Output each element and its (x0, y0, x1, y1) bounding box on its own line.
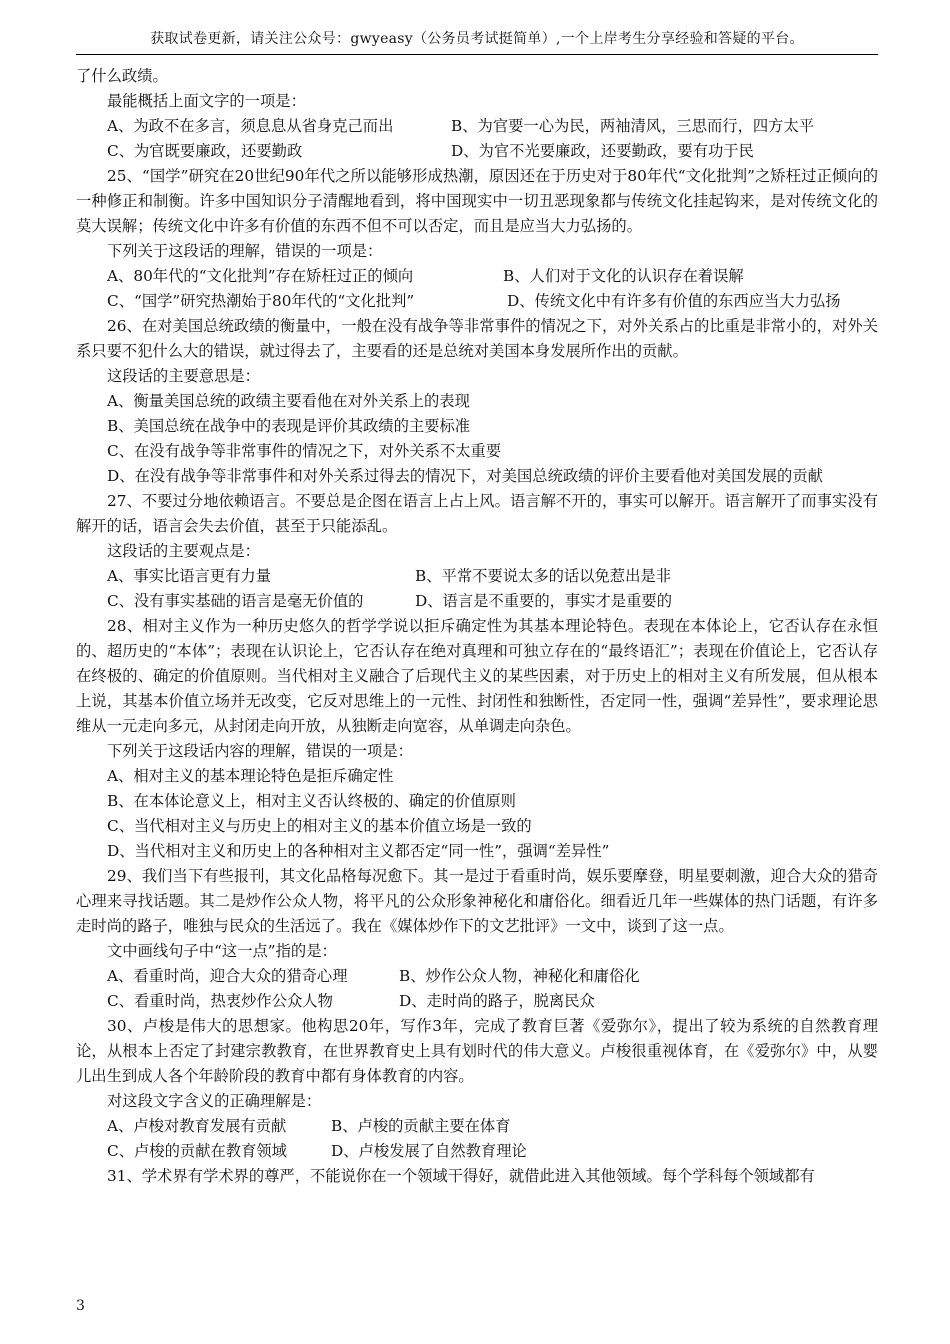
option-b: B、为官要一心为民，两袖清风，三思而行，四方太平 (451, 117, 815, 135)
option-row (76, 289, 878, 314)
question-stem: 文中画线句子中“这一点”指的是： (107, 942, 337, 960)
option-a: A、衡量美国总统的政绩主要看他在对外关系上的表现 (107, 392, 470, 410)
document-body (76, 64, 878, 1189)
option-d: D、走时尚的路子，脱离民众 (399, 992, 595, 1010)
option-row (76, 1139, 878, 1164)
option-d: D、传统文化中有许多有价值的东西应当大力弘扬 (507, 292, 841, 310)
option-d: D、为官不光要廉政，还要勤政，要有功于民 (451, 142, 754, 160)
option-c: C、没有事实基础的语言是毫无价值的 (107, 592, 364, 610)
question-stem: 这段话的主要意思是： (107, 367, 260, 385)
question-stem: 这段话的主要观点是： (107, 542, 260, 560)
question-stem: 最能概括上面文字的一项是： (107, 92, 306, 110)
option-a: A、事实比语言更有力量 (107, 567, 272, 585)
option-c: C、卢梭的贡献在教育领域 (107, 1142, 287, 1160)
question-25-passage: 25、“国学”研究在20世纪90年代之所以能够形成热潮，原因还在于历史对于80年代“文化批判”之矫枉过正倾向的一种修正和制衡。许多中国知识分子清醒地看到，将中国现实中一切丑恶现象都与传统文化挂起钩来，是对传统文化的莫大误解；传统文化中许多有价值的东西不但不可以否定，而且是应当大力弘扬的。 (76, 167, 878, 235)
option-row (76, 114, 878, 139)
option-a: A、为政不在多言，须息息从省身克己而出 (107, 117, 394, 135)
option-c: C、“国学”研究热潮始于80年代的“文化批判” (107, 292, 415, 310)
option-row (76, 589, 878, 614)
question-29-passage: 29、我们当下有些报刊，其文化品格每况愈下。其一是过于看重时尚，娱乐要摩登，明星要刺激，迎合大众的猎奇心理来寻找话题。其二是炒作公众人物，将平凡的公众形象神秘化和庸俗化。细看近几年一些媒体的热门话题，有许多走时尚的路子，唯独与民众的生活远了。我在《媒体炒作下的文艺批评》一文中，谈到了这一点。 (76, 867, 878, 935)
question-30-passage: 30、卢梭是伟大的思想家。他构思20年，写作3年，完成了教育巨著《爱弥尔》，提出了较为系统的自然教育理论，从根本上否定了封建宗教教育，在世界教育史上具有划时代的伟大意义。卢梭很重视体育，在《爱弥尔》中，从婴儿出生到成人各个年龄阶段的教育中都有身体教育的内容。 (76, 1017, 878, 1085)
option-d: D、语言是不重要的，事实才是重要的 (415, 592, 673, 610)
question-stem: 下列关于这段话内容的理解，错误的一项是： (107, 742, 413, 760)
option-row (76, 264, 878, 289)
option-a: A、卢梭对教育发展有贡献 (107, 1117, 287, 1135)
option-b: B、平常不要说太多的话以免惹出是非 (415, 567, 671, 585)
option-c: C、看重时尚，热衷炒作公众人物 (107, 992, 333, 1010)
option-row (76, 139, 878, 164)
option-b: B、在本体论意义上，相对主义否认终极的、确定的价值原则 (107, 792, 516, 810)
page-number: 3 (76, 1298, 85, 1314)
option-row (76, 964, 878, 989)
option-d: D、卢梭发展了自然教育理论 (331, 1142, 527, 1160)
page-header: 获取试卷更新，请关注公众号：gwyeasy（公务员考试挺简单）,一个上岸考生分享经验和答疑的平台。 (150, 31, 804, 47)
header-divider (76, 54, 878, 55)
question-26-passage: 26、在对美国总统政绩的衡量中，一般在没有战争等非常事件的情况之下，对外关系占的比重是非常小的，对外关系只要不犯什么大的错误，就过得去了，主要看的还是总统对美国本身发展所作出的贡献。 (76, 317, 878, 360)
option-a: A、看重时尚，迎合大众的猎奇心理 (107, 967, 348, 985)
option-row (76, 1114, 878, 1139)
question-27-passage: 27、不要过分地依赖语言。不要总是企图在语言上占上风。语言解不开的，事实可以解开。语言解开了而事实没有解开的话，语言会失去价值，甚至于只能添乱。 (76, 492, 878, 535)
question-31-passage: 31、学术界有学术界的尊严，不能说你在一个领域干得好，就借此进入其他领域。每个学科每个领域都有 (107, 1167, 815, 1185)
option-b: B、卢梭的贡献主要在体育 (331, 1117, 511, 1135)
option-a: A、80年代的“文化批判”存在矫枉过正的倾向 (107, 267, 414, 285)
option-a: A、相对主义的基本理论特色是拒斥确定性 (107, 767, 394, 785)
option-c: C、当代相对主义与历史上的相对主义的基本价值立场是一致的 (107, 817, 532, 835)
text-line: 了什么政绩。 (76, 67, 168, 85)
option-row (76, 564, 878, 589)
option-d: D、在没有战争等非常事件和对外关系过得去的情况下，对美国总统政绩的评价主要看他对美国发展的贡献 (107, 467, 823, 485)
option-b: B、美国总统在战争中的表现是评价其政绩的主要标准 (107, 417, 471, 435)
question-stem: 下列关于这段话的理解，错误的一项是： (107, 242, 383, 260)
option-b: B、人们对于文化的认识存在着误解 (503, 267, 744, 285)
option-b: B、炒作公众人物，神秘化和庸俗化 (399, 967, 640, 985)
question-stem: 对这段文字含义的正确理解是： (107, 1092, 322, 1110)
question-28-passage: 28、相对主义作为一种历史悠久的哲学学说以拒斥确定性为其基本理论特色。表现在本体论上，它否认存在永恒的、超历史的“本体”；表现在认识论上，它否认存在绝对真理和可独立存在的“最终语汇”；表现在价值论上，它否认存在终极的、确定的价值原则。当代相对主义融合了后现代主义的某些因素，对于历史上的相对主义有所发展，但从根本上说，其基本价值立场并无改变，它反对思维上的一元性、封闭性和独断性，否定同一性，强调“差异性”，要求理论思维从一元走向多元，从封闭走向开放，从独断走向宽容，从单调走向杂色。 (76, 617, 878, 735)
option-c: C、为官既要廉政，还要勤政 (107, 142, 303, 160)
option-row (76, 989, 878, 1014)
option-d: D、当代相对主义和历史上的各种相对主义都否定“同一性”，强调“差异性” (107, 842, 610, 860)
option-c: C、在没有战争等非常事件的情况之下，对外关系不太重要 (107, 442, 502, 460)
